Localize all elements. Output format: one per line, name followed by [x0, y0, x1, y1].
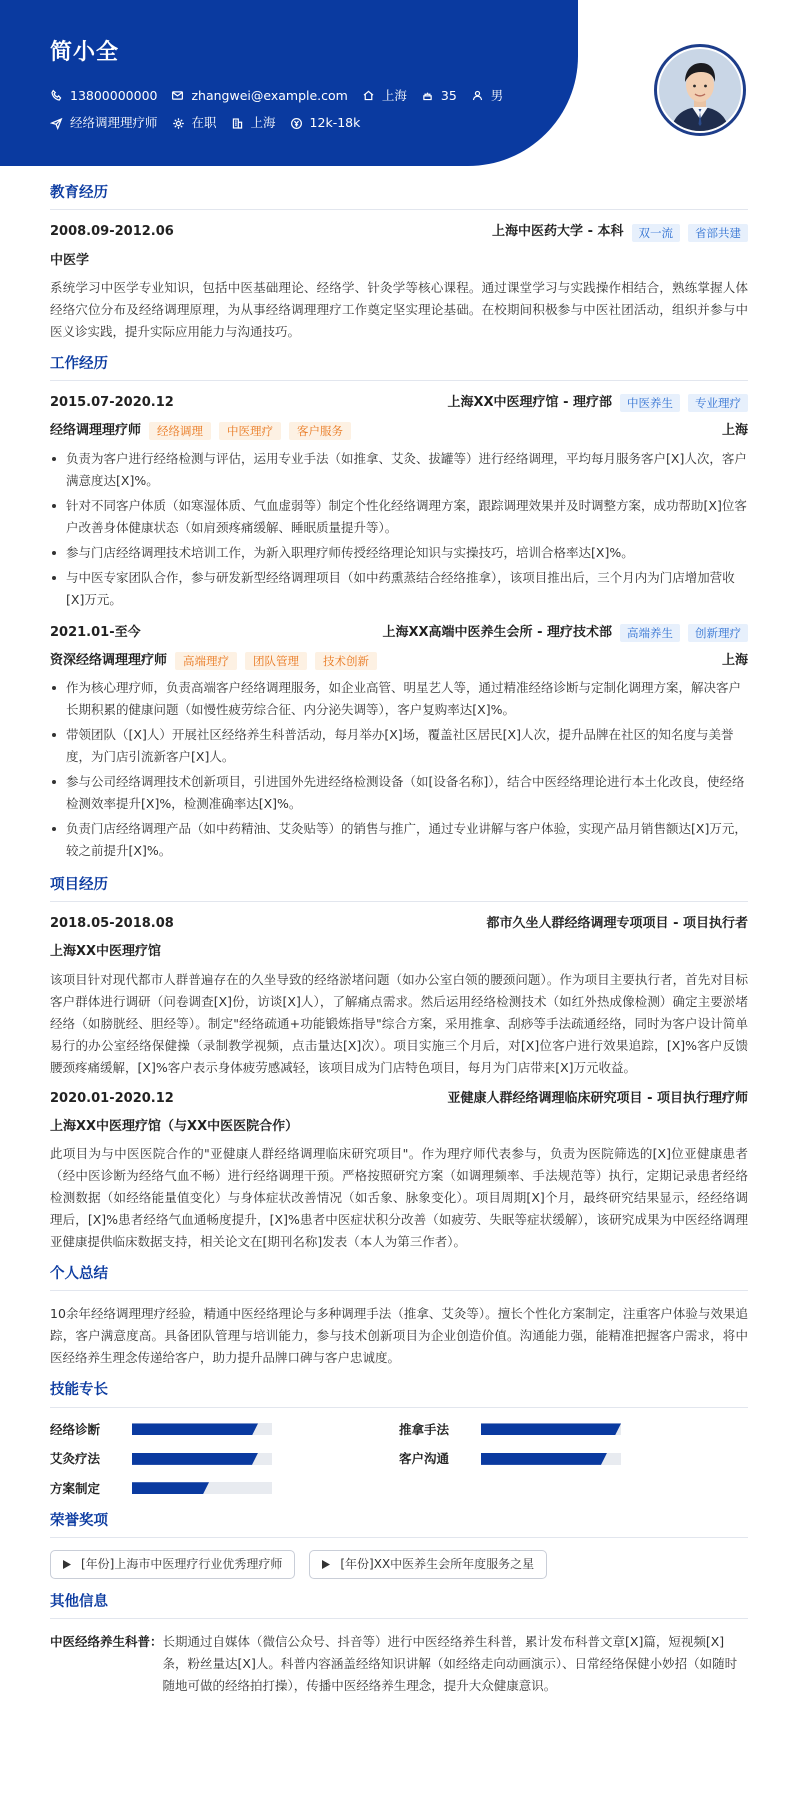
work-date: 2021.01-至今: [50, 624, 141, 640]
work-entry-head: [50, 393, 748, 413]
salary-item: [290, 113, 361, 132]
other-section: [50, 1591, 748, 1697]
education-school: 上海中医药大学 - 本科: [492, 224, 624, 240]
work-entry-head: [50, 623, 748, 643]
education-date: 2008.09-2012.06: [50, 224, 174, 240]
status-item: [172, 113, 217, 132]
work-bullet: 参与门店经络调理技术培训工作，为新入职理疗师传授经络理论知识与实操技巧，培训合格率达[X]%。: [50, 542, 748, 564]
skill-fill: [132, 1423, 258, 1435]
phone-icon: [50, 89, 63, 102]
send-icon: [50, 117, 63, 130]
avatar: [654, 44, 746, 136]
skill-bar: [132, 1453, 272, 1465]
role-tag: 经络调理: [149, 422, 211, 440]
role-tag: 高端理疗: [175, 652, 237, 670]
other-text: 长期通过自媒体（微信公众号、抖音等）进行中医经络养生科普，累计发布科普文章[X]篇，短视频[X]条，粉丝量达[X]人。科普内容涵盖经络知识讲解（如经络走向动画演示）、日常经络保健小妙招（如随时随地可做的经络拍打操），传播中医经络养生理念，提升大众健康意识。: [162, 1634, 738, 1694]
education-section: [50, 182, 748, 343]
projects-section: [50, 874, 748, 1253]
skill-item: [50, 1420, 399, 1439]
work-bullet: 负责为客户进行经络检测与评估，运用专业手法（如推拿、艾灸、拔罐等）进行经络调理，平均每月服务客户[X]人次，客户满意度达[X]%。: [50, 448, 748, 492]
contact-row: [50, 86, 517, 105]
work-bullet: 与中医专家团队合作，参与研发新型经络调理项目（如中药熏蒸结合经络推拿），该项目推出后，三个月内为门店增加营收[X]万元。: [50, 567, 748, 611]
gender-text: 男: [490, 88, 504, 104]
work-role-group: [50, 421, 351, 441]
money-icon: [290, 117, 303, 130]
job-title-text: 经络调理理疗师: [70, 115, 158, 131]
work-role-row: [50, 651, 748, 671]
job-row: [50, 113, 517, 132]
age-text: 35: [440, 88, 457, 104]
project-name: 亚健康人群经络调理临床研究项目 - 项目执行理疗师: [447, 1090, 748, 1106]
project-date: 2018.05-2018.08: [50, 916, 174, 932]
skill-name: 方案制定: [50, 1480, 101, 1496]
project-desc: 该项目针对现代都市人群普遍存在的久坐导致的经络淤堵问题（如办公室白领的腰颈问题）。作为项目主要执行者，首先对目标客户群体进行调研（问卷调查[X]份，访谈[X]人），了解痛点需求。然后运用经络检测技术（如红外热成像检测）确定主要淤堵经络（如膀胱经、胆经等）。制定"经络疏通+功能锻炼指导"综合方案，采用推拿、刮痧等手法疏通经络，同时为客户设计简单易行的办公室经络保健操（录制教学视频，点击量达[X]次）。项目实施三个月后，对[X]位客户进行效果追踪，[X]%客户反馈腰颈疼痛缓解，[X]%客户表示身体疲劳感减轻，该项目成为门店特色项目，每月为门店带来[X]万元收益。: [50, 971, 748, 1075]
education-tag: 省部共建: [688, 224, 748, 242]
role-tag: 中医理疗: [219, 422, 281, 440]
home-icon: [362, 89, 375, 102]
project-entry: [50, 914, 748, 1078]
skill-name: 推拿手法: [399, 1421, 450, 1437]
work-location: 上海: [721, 652, 748, 668]
awards-title: 荣誉奖项: [50, 1510, 748, 1538]
project-name: 都市久坐人群经络调理专项项目 - 项目执行者: [486, 916, 748, 932]
work-bullet: 负责门店经络调理产品（如中药精油、艾灸贴等）的销售与推广，通过专业讲解与客户体验，实现产品月销售额达[X]万元，较之前提升[X]%。: [50, 818, 748, 862]
building-icon: [231, 117, 244, 130]
mail-icon: [171, 89, 184, 102]
salary-text: 12k-18k: [309, 115, 361, 131]
skill-name: 艾灸疗法: [50, 1451, 101, 1467]
work-bullet: 作为核心理疗师，负责高端客户经络调理服务，如企业高管、明星艺人等，通过精准经络诊断与定制化调理方案，解决客户长期积累的健康问题（如慢性疲劳综合征、内分泌失调等），客户复购率达[X]%。: [50, 677, 748, 721]
work-role: 经络调理理疗师: [50, 423, 142, 439]
skill-item: [50, 1449, 399, 1468]
work-bullet: 针对不同客户体质（如寒湿体质、气血虚弱等）制定个性化经络调理方案，跟踪调理效果并及时调整方案，成功帮助[X]位客户改善身体健康状态（如肩颈疼痛缓解、睡眠质量提升等）。: [50, 495, 748, 539]
summary-section: [50, 1263, 748, 1369]
phone-text: 13800000000: [70, 88, 158, 104]
play-triangle-icon: [63, 1560, 71, 1569]
work-bullet: 参与公司经络调理技术创新项目，引进国外先进经络检测设备（如[设备名称]），结合中医经络理论进行本土化改良，使经络检测效率提升[X]%，检测准确率达[X]%。: [50, 771, 748, 815]
education-tag: 双一流: [632, 224, 681, 242]
education-head: [50, 222, 748, 242]
skill-fill: [481, 1453, 607, 1465]
work-company-group: [383, 623, 749, 643]
award-item: [50, 1550, 295, 1579]
education-title: 教育经历: [50, 182, 748, 210]
project-org: 上海XX中医理疗馆: [50, 944, 162, 960]
award-text: [年份]上海市中医理疗行业优秀理疗师: [81, 1557, 283, 1572]
resume-header: [0, 0, 794, 168]
header-info: [50, 36, 517, 141]
project-org: 上海XX中医理疗馆（与XX中医医院合作）: [50, 1118, 299, 1134]
age-item: [421, 86, 457, 105]
work-location: 上海: [721, 423, 748, 439]
user-icon: [471, 89, 484, 102]
work-company: 上海XX高端中医养生会所 - 理疗技术部: [382, 624, 612, 640]
other-row: [50, 1631, 748, 1697]
work-role-group: [50, 651, 377, 671]
role-tag: 客户服务: [289, 422, 351, 440]
project-desc: 此项目为与中医医院合作的"亚健康人群经络调理临床研究项目"。作为理疗师代表参与，负责为医院筛选的[X]位亚健康患者（经中医诊断为经络气血不畅）进行经络调理干预。严格按照研究方案（如调理频率、手法规范等）执行，定期记录患者经络检测数据（如经络能量值变化）与身体症状改善情况（如舌象、脉象变化）。项目周期[X]个月，最终研究结果显示，经经络调理后，[X]%患者经络气血通畅度提升，[X]%患者中医症状积分改善（如疲劳、失眠等症状缓解），该研究成果为中医经络调理亚健康提供临床数据支持，相关论文在[期刊名称]发表（本人为第三作者）。: [50, 1145, 748, 1249]
role-tag: 技术创新: [315, 652, 377, 670]
gender-item: [471, 86, 504, 105]
summary-title: 个人总结: [50, 1263, 748, 1291]
work-role: 资深经络调理理疗师: [50, 652, 168, 668]
education-school-group: [492, 222, 748, 242]
work-bullets: [50, 677, 748, 862]
avatar-portrait-icon: [659, 49, 741, 131]
status-text: 在职: [191, 115, 217, 131]
project-head: [50, 1089, 748, 1109]
hometown-text: 上海: [381, 88, 407, 104]
skill-bar: [481, 1423, 621, 1435]
work-bullet: 带领团队（[X]人）开展社区经络养生科普活动，每月举办[X]场，覆盖社区居民[X]人次，提升品牌在社区的知名度与美誉度，为门店引流新客户[X]人。: [50, 724, 748, 768]
work-role-row: [50, 421, 748, 441]
other-label: 中医经络养生科普：: [50, 1634, 163, 1650]
city-item: [231, 113, 276, 132]
work-title: 工作经历: [50, 353, 748, 381]
resume-body: [50, 182, 748, 1707]
skill-item: [399, 1420, 748, 1439]
cake-icon: [421, 89, 434, 102]
work-entry: [50, 393, 748, 610]
project-date: 2020.01-2020.12: [50, 1090, 174, 1106]
work-entry: [50, 623, 748, 862]
skill-name: 经络诊断: [50, 1421, 101, 1437]
education-major: 中医学: [50, 252, 90, 268]
skill-bar: [132, 1482, 272, 1494]
summary-text: 10余年经络调理理疗经验，精通中医经络理论与多种调理手法（推拿、艾灸等）。擅长个性化方案制定，注重客户体验与效果追踪，客户满意度高。具备团队管理与培训能力，参与技术创新项目为企业创造价值。沟通能力强，能精准把握客户需求，将中医经络养生理念传递给客户，助力提升品牌口碑与客户忠诚度。: [50, 1306, 748, 1366]
job-title-item: [50, 113, 158, 132]
skill-fill: [481, 1423, 621, 1435]
play-triangle-icon: [322, 1560, 330, 1569]
candidate-name: 简小全: [50, 40, 120, 65]
company-tag: 高端养生: [620, 624, 680, 642]
skill-item: [399, 1449, 748, 1468]
work-date: 2015.07-2020.12: [50, 395, 174, 411]
company-tag: 创新理疗: [688, 624, 748, 642]
award-item: [309, 1550, 547, 1579]
awards-list: [50, 1550, 748, 1579]
company-tag: 中医养生: [620, 394, 680, 412]
work-company: 上海XX中医理疗馆 - 理疗部: [447, 395, 612, 411]
email-item: [171, 86, 347, 105]
skill-bar: [481, 1453, 621, 1465]
skill-item: [50, 1479, 399, 1498]
award-text: [年份]XX中医养生会所年度服务之星: [340, 1557, 535, 1572]
city-text: 上海: [250, 115, 276, 131]
skills-section: [50, 1379, 748, 1498]
gear-icon: [172, 117, 185, 130]
skills-title: 技能专长: [50, 1379, 748, 1407]
skill-fill: [132, 1453, 258, 1465]
work-company-group: [448, 393, 749, 413]
other-title: 其他信息: [50, 1591, 748, 1619]
phone-item: [50, 86, 157, 105]
company-tag: 专业理疗: [688, 394, 748, 412]
projects-title: 项目经历: [50, 874, 748, 902]
skill-bar: [132, 1423, 272, 1435]
role-tag: 团队管理: [245, 652, 307, 670]
work-section: [50, 353, 748, 862]
email-text: zhangwei@example.com: [191, 88, 348, 104]
project-entry: [50, 1089, 748, 1253]
skill-fill: [132, 1482, 209, 1494]
skills-grid: [50, 1420, 748, 1498]
project-head: [50, 914, 748, 934]
hometown-item: [362, 86, 407, 105]
education-desc: 系统学习中医学专业知识，包括中医基础理论、经络学、针灸学等核心课程。通过课堂学习与实践操作相结合，熟练掌握人体经络穴位分布及经络调理原理，为从事经络调理理疗工作奠定坚实理论基础。在校期间积极参与中医社团活动，组织并参与中医义诊实践，提升实际应用能力与沟通技巧。: [50, 279, 748, 339]
work-bullets: [50, 448, 748, 611]
skill-name: 客户沟通: [399, 1451, 450, 1467]
awards-section: [50, 1510, 748, 1579]
